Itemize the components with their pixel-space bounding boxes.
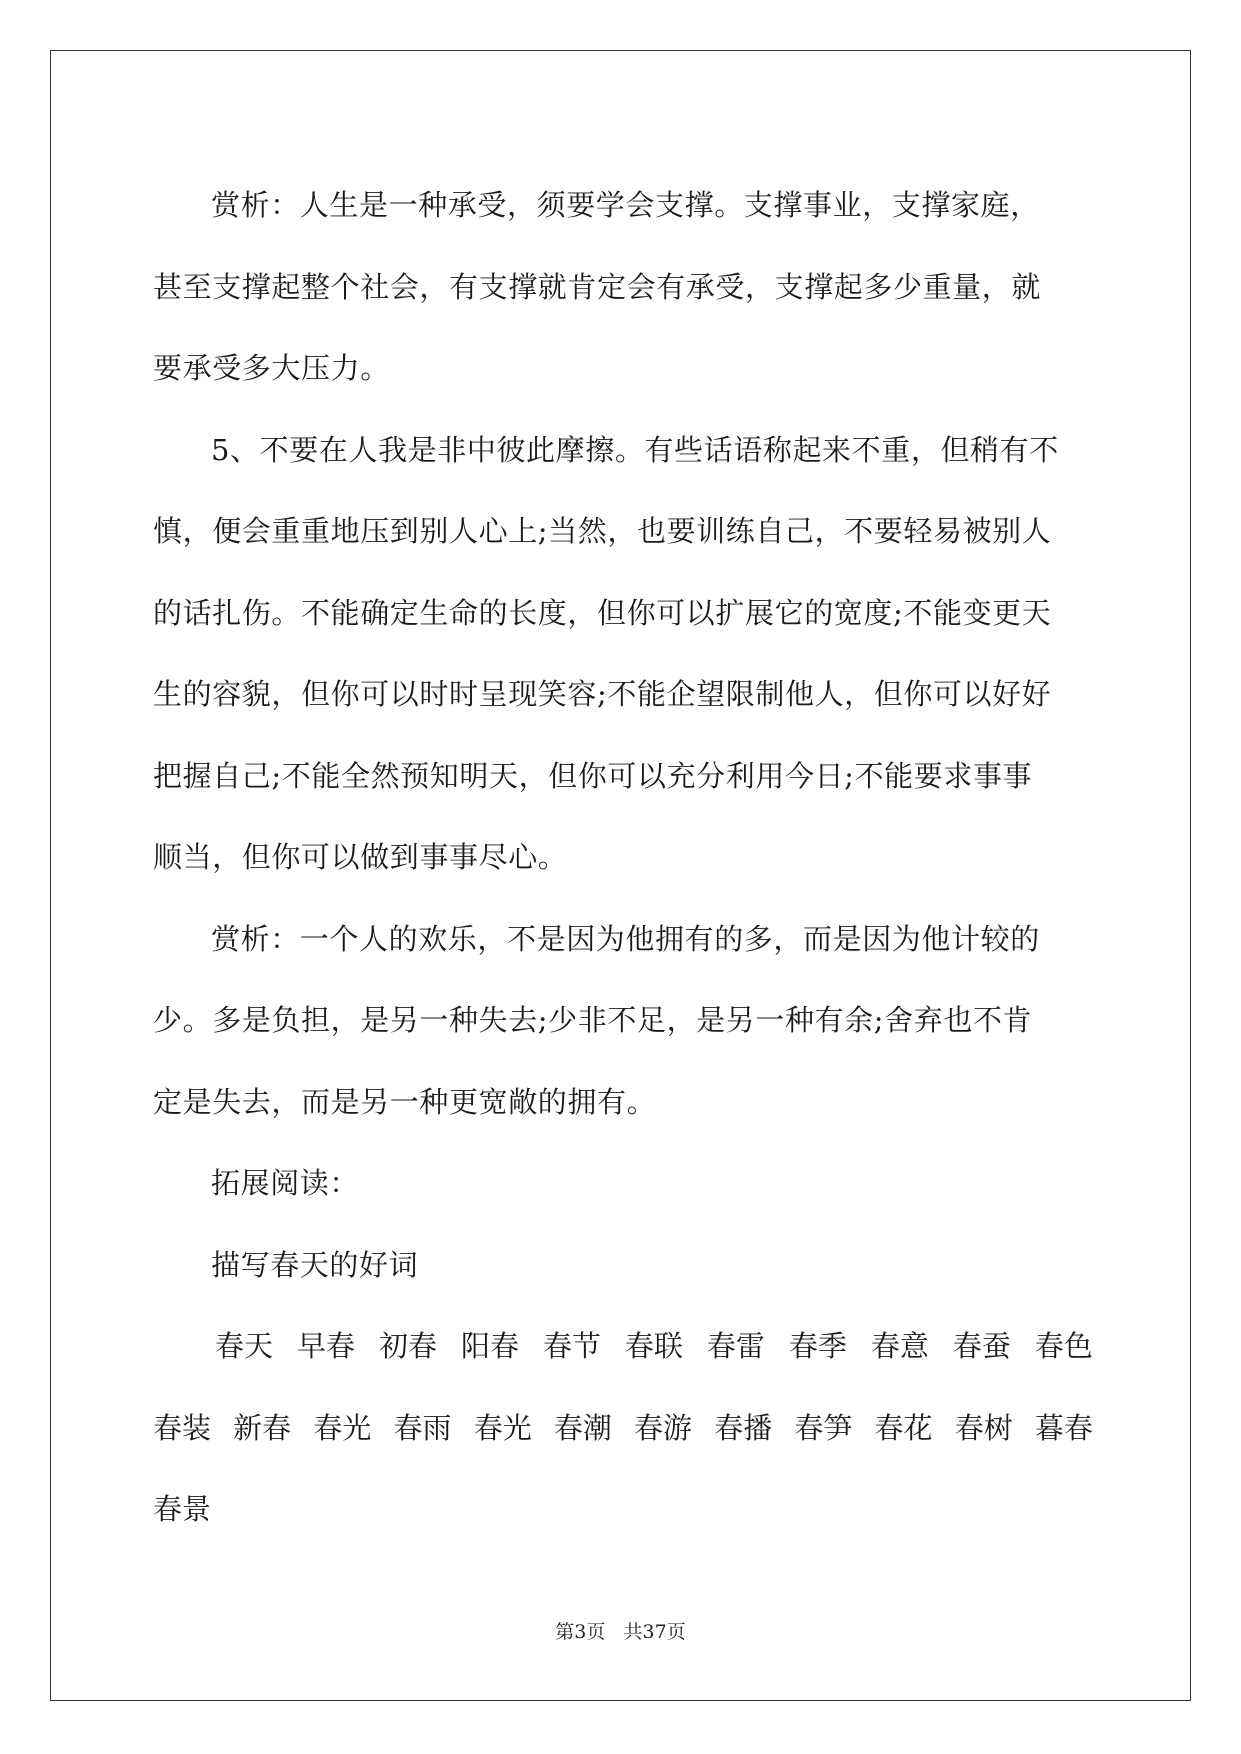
paragraph-appreciation-1 [153,165,1093,410]
text-line: 拓展阅读： [211,1166,360,1200]
word-item: 春色 [1034,1329,1093,1363]
word-item: 初春 [378,1329,437,1363]
text-line: 少。多是负担，是另一种失去;少非不足，是另一种有余;舍弃也不肯 [153,1003,1033,1037]
word-item: 春树 [954,1410,1013,1445]
word-row [153,1388,1093,1470]
heading-spring-words [153,1225,1093,1307]
text-line: 的话扎伤。不能确定生命的长度，但你可以扩展它的宽度;不能变更天 [153,595,1052,630]
text-line: 赏析：人生是一种承受，须要学会支撑。支撑事业，支撑家庭， [211,188,1040,222]
text-line: 要承受多大压力。 [153,351,390,385]
paragraph-appreciation-2 [153,899,1093,1144]
word-row [153,1306,1093,1388]
word-item: 春雷 [706,1329,765,1363]
text-line: 生的容貌，但你可以时时呈现笑容;不能企望限制他人，但你可以好好 [153,677,1052,711]
word-item: 春联 [624,1329,683,1363]
word-item: 春蚕 [952,1329,1011,1363]
word-item: 春景 [153,1492,212,1526]
word-item: 春季 [788,1329,847,1363]
word-item: 春装 [153,1410,212,1445]
word-item: 春播 [714,1410,773,1445]
text-line: 定是失去，而是另一种更宽敞的拥有。 [153,1084,657,1119]
text-line: 5、不要在人我是非中彼此摩擦。有些话语称起来不重，但稍有不 [211,432,1059,467]
word-item: 春意 [870,1329,929,1363]
word-item: 春花 [874,1410,933,1445]
word-item: 春天 [215,1329,274,1363]
word-item: 春光 [313,1410,372,1445]
word-item: 新春 [233,1410,292,1445]
text-line: 慎，便会重重地压到别人心上;当然，也要训练自己，不要轻易被别人 [153,514,1052,548]
word-item: 春光 [473,1410,532,1445]
page-total: 共37页 [623,1621,686,1643]
text-line: 甚至支撑起整个社会，有支撑就肯定会有承受，支撑起多少重量，就 [153,269,1042,304]
text-line: 描写春天的好词 [211,1247,419,1282]
spring-word-list [153,1306,1093,1551]
word-row [153,1469,1093,1551]
word-item: 春潮 [553,1410,612,1445]
text-line: 赏析：一个人的欢乐，不是因为他拥有的多，而是因为他计较的 [211,921,1040,956]
text-line: 把握自己;不能全然预知明天，但你可以充分利用今日;不能要求事事 [153,758,1033,793]
page-number: 第3页 [555,1621,606,1643]
heading-extended-reading [153,1143,1093,1225]
word-item: 春节 [542,1329,601,1363]
word-item: 春雨 [393,1410,452,1445]
document-body [153,165,1093,1551]
page-footer [0,1617,1241,1644]
text-line: 顺当，但你可以做到事事尽心。 [153,840,568,874]
word-item: 阳春 [460,1329,519,1363]
paragraph-item-5 [153,410,1093,899]
word-item: 暮春 [1034,1410,1093,1445]
word-item: 早春 [296,1329,355,1363]
word-item: 春游 [634,1410,693,1445]
word-item: 春笋 [794,1410,853,1445]
